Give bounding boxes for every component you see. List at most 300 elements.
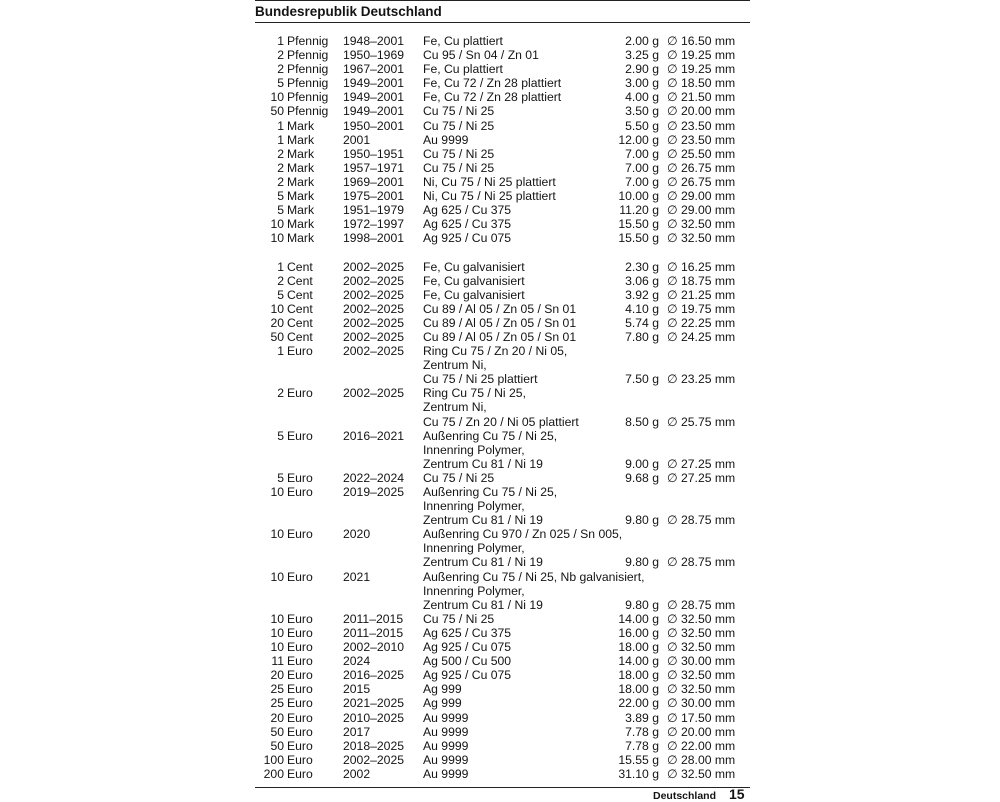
denomination-value: 25 xyxy=(270,682,284,697)
mass: 2.30 g xyxy=(625,259,659,274)
diameter: ∅ 23.50 mm xyxy=(667,132,736,147)
coin-row-continuation xyxy=(255,541,750,555)
diameter: ∅ 28.75 mm xyxy=(667,513,736,528)
mint-years: 2018–2025 xyxy=(343,738,405,753)
mass: 15.55 g xyxy=(618,752,659,767)
composition: Cu 75 / Ni 25 xyxy=(423,160,495,175)
denomination-value: 10 xyxy=(270,569,284,584)
denomination-unit: Euro xyxy=(287,428,313,443)
mass: 18.00 g xyxy=(618,668,659,683)
denomination-value: 2 xyxy=(277,48,284,63)
mass: 14.00 g xyxy=(618,654,659,669)
mass: 9.68 g xyxy=(625,470,659,485)
denomination-unit: Mark xyxy=(287,118,315,133)
denomination-value: 10 xyxy=(270,625,284,640)
mint-years: 2021 xyxy=(343,569,371,584)
coin-row xyxy=(255,90,750,104)
mass: 9.80 g xyxy=(625,597,659,612)
mass: 3.50 g xyxy=(625,104,659,119)
mint-years: 2002–2025 xyxy=(343,344,405,359)
denomination-unit: Euro xyxy=(287,386,313,401)
denomination-value: 10 xyxy=(270,640,284,655)
mass: 15.50 g xyxy=(618,231,659,246)
denomination-unit: Euro xyxy=(287,696,313,711)
mint-years: 2011–2015 xyxy=(343,625,404,640)
composition: Cu 75 / Zn 20 / Ni 05 plattiert xyxy=(423,414,579,429)
composition: Innenring Polymer, xyxy=(423,541,525,556)
denomination-unit: Pfennig xyxy=(287,104,329,119)
diameter: ∅ 19.25 mm xyxy=(667,48,736,63)
coin-row-continuation xyxy=(255,555,750,569)
composition: Au 9999 xyxy=(423,766,469,781)
mint-years: 2002–2025 xyxy=(343,752,405,767)
composition: Ag 500 / Cu 500 xyxy=(423,654,512,669)
coin-row xyxy=(255,570,750,584)
mint-years: 2017 xyxy=(343,724,371,739)
mass: 15.50 g xyxy=(618,217,659,232)
mass: 22.00 g xyxy=(618,696,659,711)
mass: 7.80 g xyxy=(625,329,659,344)
mint-years: 2020 xyxy=(343,527,371,542)
composition: Cu 75 / Ni 25 xyxy=(423,118,495,133)
mass: 18.00 g xyxy=(618,640,659,655)
mass: 3.89 g xyxy=(625,710,659,725)
diameter: ∅ 32.50 mm xyxy=(667,682,736,697)
mass: 7.78 g xyxy=(625,738,659,753)
coin-row xyxy=(255,668,750,682)
diameter: ∅ 32.50 mm xyxy=(667,217,736,232)
diameter: ∅ 28.00 mm xyxy=(667,752,736,767)
composition: Cu 89 / Al 05 / Zn 05 / Sn 01 xyxy=(423,301,577,316)
coin-row xyxy=(255,260,750,274)
mint-years: 2015 xyxy=(343,682,371,697)
diameter: ∅ 18.50 mm xyxy=(667,76,736,91)
mint-years: 1949–2001 xyxy=(343,76,405,91)
mint-years: 1950–1969 xyxy=(343,48,405,63)
composition: Au 9999 xyxy=(423,710,469,725)
denomination-unit: Euro xyxy=(287,766,313,781)
composition: Fe, Cu plattiert xyxy=(423,34,503,48)
composition: Zentrum Ni, xyxy=(423,358,487,373)
denomination-value: 2 xyxy=(277,146,284,161)
mint-years: 2024 xyxy=(343,654,371,669)
mint-years: 2016–2021 xyxy=(343,428,405,443)
coin-row-continuation xyxy=(255,358,750,372)
composition: Ag 625 / Cu 375 xyxy=(423,203,512,218)
composition: Außenring Cu 75 / Ni 25, xyxy=(423,428,558,443)
denomination-value: 5 xyxy=(277,76,284,91)
diameter: ∅ 30.00 mm xyxy=(667,654,736,669)
composition: Cu 95 / Sn 04 / Zn 01 xyxy=(423,48,539,63)
denomination-unit: Mark xyxy=(287,189,315,204)
coin-row-continuation xyxy=(255,598,750,612)
diameter: ∅ 19.75 mm xyxy=(667,301,736,316)
diameter: ∅ 19.25 mm xyxy=(667,62,736,77)
diameter: ∅ 22.25 mm xyxy=(667,315,736,330)
mint-years: 1969–2001 xyxy=(343,174,405,189)
coin-row xyxy=(255,161,750,175)
denomination-value: 1 xyxy=(277,259,284,274)
denomination-unit: Pfennig xyxy=(287,34,329,48)
coin-row xyxy=(255,386,750,400)
denomination-value: 10 xyxy=(270,217,284,232)
mint-years: 2019–2025 xyxy=(343,485,405,499)
mass: 4.10 g xyxy=(625,301,659,316)
denomination-unit: Mark xyxy=(287,217,315,232)
denomination-unit: Mark xyxy=(287,132,315,147)
coin-row xyxy=(255,34,750,48)
composition: Cu 89 / Al 05 / Zn 05 / Sn 01 xyxy=(423,315,577,330)
mass: 9.80 g xyxy=(625,555,659,570)
mint-years: 2016–2025 xyxy=(343,668,405,683)
section-title: Bundesrepublik Deutschland xyxy=(255,4,442,19)
denomination-unit: Euro xyxy=(287,724,313,739)
composition: Ag 625 / Cu 375 xyxy=(423,217,512,232)
coin-row-continuation xyxy=(255,400,750,414)
composition: Ni, Cu 75 / Ni 25 plattiert xyxy=(423,174,556,189)
denomination-value: 25 xyxy=(270,696,284,711)
composition: Ag 925 / Cu 075 xyxy=(423,668,512,683)
denomination-unit: Mark xyxy=(287,203,315,218)
composition: Cu 89 / Al 05 / Zn 05 / Sn 01 xyxy=(423,329,577,344)
diameter: ∅ 26.75 mm xyxy=(667,174,736,189)
composition: Zentrum Cu 81 / Ni 19 xyxy=(423,513,543,528)
mint-years: 1951–1979 xyxy=(343,203,405,218)
mint-years: 1950–2001 xyxy=(343,118,405,133)
mass: 7.00 g xyxy=(625,146,659,161)
footer-rule xyxy=(255,787,750,788)
mint-years: 2002–2010 xyxy=(343,640,405,655)
composition: Ag 625 / Cu 375 xyxy=(423,625,512,640)
composition: Außenring Cu 75 / Ni 25, Nb galvanisiert, xyxy=(423,569,645,584)
coin-row xyxy=(255,527,750,541)
denomination-unit: Euro xyxy=(287,682,313,697)
denomination-unit: Euro xyxy=(287,710,313,725)
footer-country: Deutschland xyxy=(653,790,717,802)
denomination-unit: Euro xyxy=(287,569,313,584)
mass: 16.00 g xyxy=(618,625,659,640)
diameter: ∅ 28.75 mm xyxy=(667,597,736,612)
mint-years: 1949–2001 xyxy=(343,104,405,119)
coin-row xyxy=(255,189,750,203)
coin-row xyxy=(255,696,750,710)
diameter: ∅ 32.50 mm xyxy=(667,640,736,655)
coin-row xyxy=(255,175,750,189)
denomination-unit: Mark xyxy=(287,146,315,161)
mint-years: 1972–1997 xyxy=(343,217,405,232)
composition: Cu 75 / Ni 25 xyxy=(423,470,495,485)
denomination-value: 50 xyxy=(270,104,284,119)
denomination-value: 10 xyxy=(270,231,284,246)
coin-row xyxy=(255,62,750,76)
mass: 2.90 g xyxy=(625,62,659,77)
mass: 7.00 g xyxy=(625,160,659,175)
denomination-unit: Euro xyxy=(287,668,313,683)
coin-row xyxy=(255,711,750,725)
composition: Zentrum Ni, xyxy=(423,400,487,415)
coin-row xyxy=(255,429,750,443)
mint-years: 2022–2024 xyxy=(343,470,405,485)
denomination-unit: Mark xyxy=(287,160,315,175)
mass: 10.00 g xyxy=(618,189,659,204)
denomination-unit: Mark xyxy=(287,231,315,246)
mass: 14.00 g xyxy=(618,611,659,626)
denomination-value: 50 xyxy=(270,724,284,739)
mass: 18.00 g xyxy=(618,682,659,697)
composition: Innenring Polymer, xyxy=(423,499,525,514)
denomination-value: 2 xyxy=(277,62,284,77)
denomination-value: 2 xyxy=(277,174,284,189)
denomination-value: 5 xyxy=(277,287,284,302)
diameter: ∅ 25.50 mm xyxy=(667,146,736,161)
coin-table xyxy=(255,34,750,781)
diameter: ∅ 29.00 mm xyxy=(667,189,736,204)
composition: Fe, Cu galvanisiert xyxy=(423,273,525,288)
composition: Außenring Cu 970 / Zn 025 / Sn 005, xyxy=(423,527,623,542)
mass: 9.00 g xyxy=(625,456,659,471)
mint-years: 2021–2025 xyxy=(343,696,405,711)
mint-years: 2002–2025 xyxy=(343,259,405,274)
mint-years: 2002–2025 xyxy=(343,315,405,330)
composition: Zentrum Cu 81 / Ni 19 xyxy=(423,456,543,471)
composition: Cu 75 / Ni 25 plattiert xyxy=(423,372,538,387)
coin-row xyxy=(255,330,750,344)
mass: 7.78 g xyxy=(625,724,659,739)
denomination-unit: Pfennig xyxy=(287,62,329,77)
diameter: ∅ 32.50 mm xyxy=(667,668,736,683)
diameter: ∅ 27.25 mm xyxy=(667,470,736,485)
denomination-unit: Cent xyxy=(287,301,313,316)
mint-years: 1967–2001 xyxy=(343,62,405,77)
composition: Innenring Polymer, xyxy=(423,583,525,598)
diameter: ∅ 20.00 mm xyxy=(667,104,736,119)
denomination-value: 5 xyxy=(277,189,284,204)
diameter: ∅ 25.75 mm xyxy=(667,414,736,429)
composition: Zentrum Cu 81 / Ni 19 xyxy=(423,555,543,570)
diameter: ∅ 29.00 mm xyxy=(667,203,736,218)
coin-row-continuation xyxy=(255,457,750,471)
composition: Innenring Polymer, xyxy=(423,442,525,457)
mass: 31.10 g xyxy=(618,766,659,781)
denomination-unit: Euro xyxy=(287,654,313,669)
document-page xyxy=(255,0,750,800)
denomination-value: 10 xyxy=(270,301,284,316)
composition: Au 9999 xyxy=(423,752,469,767)
mint-years: 2010–2025 xyxy=(343,710,405,725)
diameter: ∅ 27.25 mm xyxy=(667,456,736,471)
coin-row xyxy=(255,767,750,781)
composition: Ag 999 xyxy=(423,696,462,711)
mint-years: 2001 xyxy=(343,132,371,147)
group-spacer xyxy=(255,245,750,259)
mint-years: 2002–2025 xyxy=(343,273,405,288)
denomination-unit: Mark xyxy=(287,174,315,189)
diameter: ∅ 23.50 mm xyxy=(667,118,736,133)
coin-row xyxy=(255,640,750,654)
coin-row xyxy=(255,231,750,245)
diameter: ∅ 32.50 mm xyxy=(667,611,736,626)
denomination-value: 5 xyxy=(277,203,284,218)
diameter: ∅ 24.25 mm xyxy=(667,329,736,344)
denomination-unit: Euro xyxy=(287,625,313,640)
mint-years: 2002–2025 xyxy=(343,287,405,302)
diameter: ∅ 16.50 mm xyxy=(667,34,736,48)
mint-years: 1948–2001 xyxy=(343,34,405,48)
composition: Cu 75 / Ni 25 xyxy=(423,146,495,161)
diameter: ∅ 28.75 mm xyxy=(667,555,736,570)
diameter: ∅ 17.50 mm xyxy=(667,710,736,725)
composition: Au 9999 xyxy=(423,724,469,739)
diameter: ∅ 32.50 mm xyxy=(667,625,736,640)
mass: 9.80 g xyxy=(625,513,659,528)
mass: 3.25 g xyxy=(625,48,659,63)
coin-row-continuation xyxy=(255,415,750,429)
denomination-unit: Pfennig xyxy=(287,48,329,63)
denomination-value: 1 xyxy=(277,118,284,133)
mint-years: 1998–2001 xyxy=(343,231,405,246)
coin-row xyxy=(255,626,750,640)
coin-row-continuation xyxy=(255,513,750,527)
mass: 12.00 g xyxy=(618,132,659,147)
diameter: ∅ 20.00 mm xyxy=(667,724,736,739)
denomination-unit: Euro xyxy=(287,344,313,359)
denomination-unit: Pfennig xyxy=(287,76,329,91)
denomination-value: 100 xyxy=(263,752,284,767)
composition: Ni, Cu 75 / Ni 25 plattiert xyxy=(423,189,556,204)
diameter: ∅ 22.00 mm xyxy=(667,738,736,753)
denomination-unit: Euro xyxy=(287,752,313,767)
coin-row xyxy=(255,316,750,330)
mint-years: 1957–1971 xyxy=(343,160,405,175)
denomination-value: 10 xyxy=(270,611,284,626)
diameter: ∅ 21.25 mm xyxy=(667,287,736,302)
mass: 11.20 g xyxy=(619,203,659,218)
composition: Fe, Cu 72 / Zn 28 plattiert xyxy=(423,90,562,105)
composition: Zentrum Cu 81 / Ni 19 xyxy=(423,597,543,612)
coin-row-continuation xyxy=(255,584,750,598)
denomination-unit: Euro xyxy=(287,470,313,485)
denomination-value: 5 xyxy=(277,470,284,485)
composition: Ag 999 xyxy=(423,682,462,697)
coin-row-continuation xyxy=(255,443,750,457)
diameter: ∅ 18.75 mm xyxy=(667,273,736,288)
denomination-unit: Euro xyxy=(287,640,313,655)
denomination-unit: Cent xyxy=(287,287,313,302)
coin-row-continuation xyxy=(255,499,750,513)
denomination-unit: Euro xyxy=(287,485,313,499)
coin-row xyxy=(255,654,750,668)
mint-years: 2002–2025 xyxy=(343,386,405,401)
mass: 5.74 g xyxy=(625,315,659,330)
mass: 3.06 g xyxy=(625,273,659,288)
coin-row xyxy=(255,753,750,767)
mass: 7.50 g xyxy=(625,372,659,387)
coin-row xyxy=(255,76,750,90)
mass: 2.00 g xyxy=(625,34,659,48)
denomination-unit: Euro xyxy=(287,738,313,753)
diameter: ∅ 30.00 mm xyxy=(667,696,736,711)
mint-years: 2002–2025 xyxy=(343,329,405,344)
diameter: ∅ 32.50 mm xyxy=(667,231,736,246)
mint-years: 1949–2001 xyxy=(343,90,405,105)
denomination-value: 20 xyxy=(270,315,284,330)
coin-row xyxy=(255,344,750,358)
denomination-value: 10 xyxy=(270,527,284,542)
coin-row xyxy=(255,682,750,696)
mass: 3.92 g xyxy=(625,287,659,302)
denomination-unit: Cent xyxy=(287,259,313,274)
coin-row xyxy=(255,612,750,626)
coin-row xyxy=(255,48,750,62)
composition: Cu 75 / Ni 25 xyxy=(423,104,495,119)
mass: 4.00 g xyxy=(625,90,659,105)
mint-years: 2002 xyxy=(343,766,371,781)
composition: Ring Cu 75 / Ni 25, xyxy=(423,386,526,401)
composition: Außenring Cu 75 / Ni 25, xyxy=(423,485,558,499)
denomination-unit: Euro xyxy=(287,527,313,542)
coin-row xyxy=(255,725,750,739)
coin-row xyxy=(255,203,750,217)
page-number: 15 xyxy=(729,786,745,802)
composition: Ring Cu 75 / Zn 20 / Ni 05, xyxy=(423,344,568,359)
diameter: ∅ 23.25 mm xyxy=(667,372,736,387)
diameter: ∅ 26.75 mm xyxy=(667,160,736,175)
diameter: ∅ 16.25 mm xyxy=(667,259,736,274)
coin-row xyxy=(255,485,750,499)
denomination-value: 10 xyxy=(270,485,284,499)
header-rule xyxy=(255,22,750,23)
mint-years: 2011–2015 xyxy=(343,611,404,626)
diameter: ∅ 32.50 mm xyxy=(667,766,736,781)
composition: Fe, Cu galvanisiert xyxy=(423,287,525,302)
coin-row xyxy=(255,739,750,753)
denomination-value: 11 xyxy=(271,654,284,669)
coin-row-continuation xyxy=(255,372,750,386)
coin-row xyxy=(255,133,750,147)
mass: 7.00 g xyxy=(625,174,659,189)
denomination-value: 1 xyxy=(277,34,284,48)
mass: 3.00 g xyxy=(625,76,659,91)
coin-row xyxy=(255,147,750,161)
mint-years: 2002–2025 xyxy=(343,301,405,316)
composition: Fe, Cu galvanisiert xyxy=(423,259,525,274)
coin-row xyxy=(255,217,750,231)
coin-row xyxy=(255,274,750,288)
denomination-unit: Cent xyxy=(287,315,313,330)
composition: Ag 925 / Cu 075 xyxy=(423,231,512,246)
composition: Ag 925 / Cu 075 xyxy=(423,640,512,655)
mint-years: 1975–2001 xyxy=(343,189,405,204)
denomination-unit: Euro xyxy=(287,611,313,626)
coin-row xyxy=(255,471,750,485)
mass: 5.50 g xyxy=(625,118,659,133)
denomination-value: 10 xyxy=(270,90,284,105)
denomination-unit: Cent xyxy=(287,273,313,288)
denomination-value: 1 xyxy=(277,132,284,147)
mass: 8.50 g xyxy=(625,414,659,429)
denomination-value: 2 xyxy=(277,386,284,401)
composition: Fe, Cu plattiert xyxy=(423,62,503,77)
denomination-value: 200 xyxy=(263,766,284,781)
coin-row xyxy=(255,119,750,133)
denomination-value: 1 xyxy=(277,344,284,359)
coin-row xyxy=(255,104,750,118)
denomination-value: 20 xyxy=(270,668,284,683)
denomination-value: 2 xyxy=(277,160,284,175)
composition: Fe, Cu 72 / Zn 28 plattiert xyxy=(423,76,562,91)
composition: Au 9999 xyxy=(423,738,469,753)
mint-years: 1950–1951 xyxy=(343,146,405,161)
